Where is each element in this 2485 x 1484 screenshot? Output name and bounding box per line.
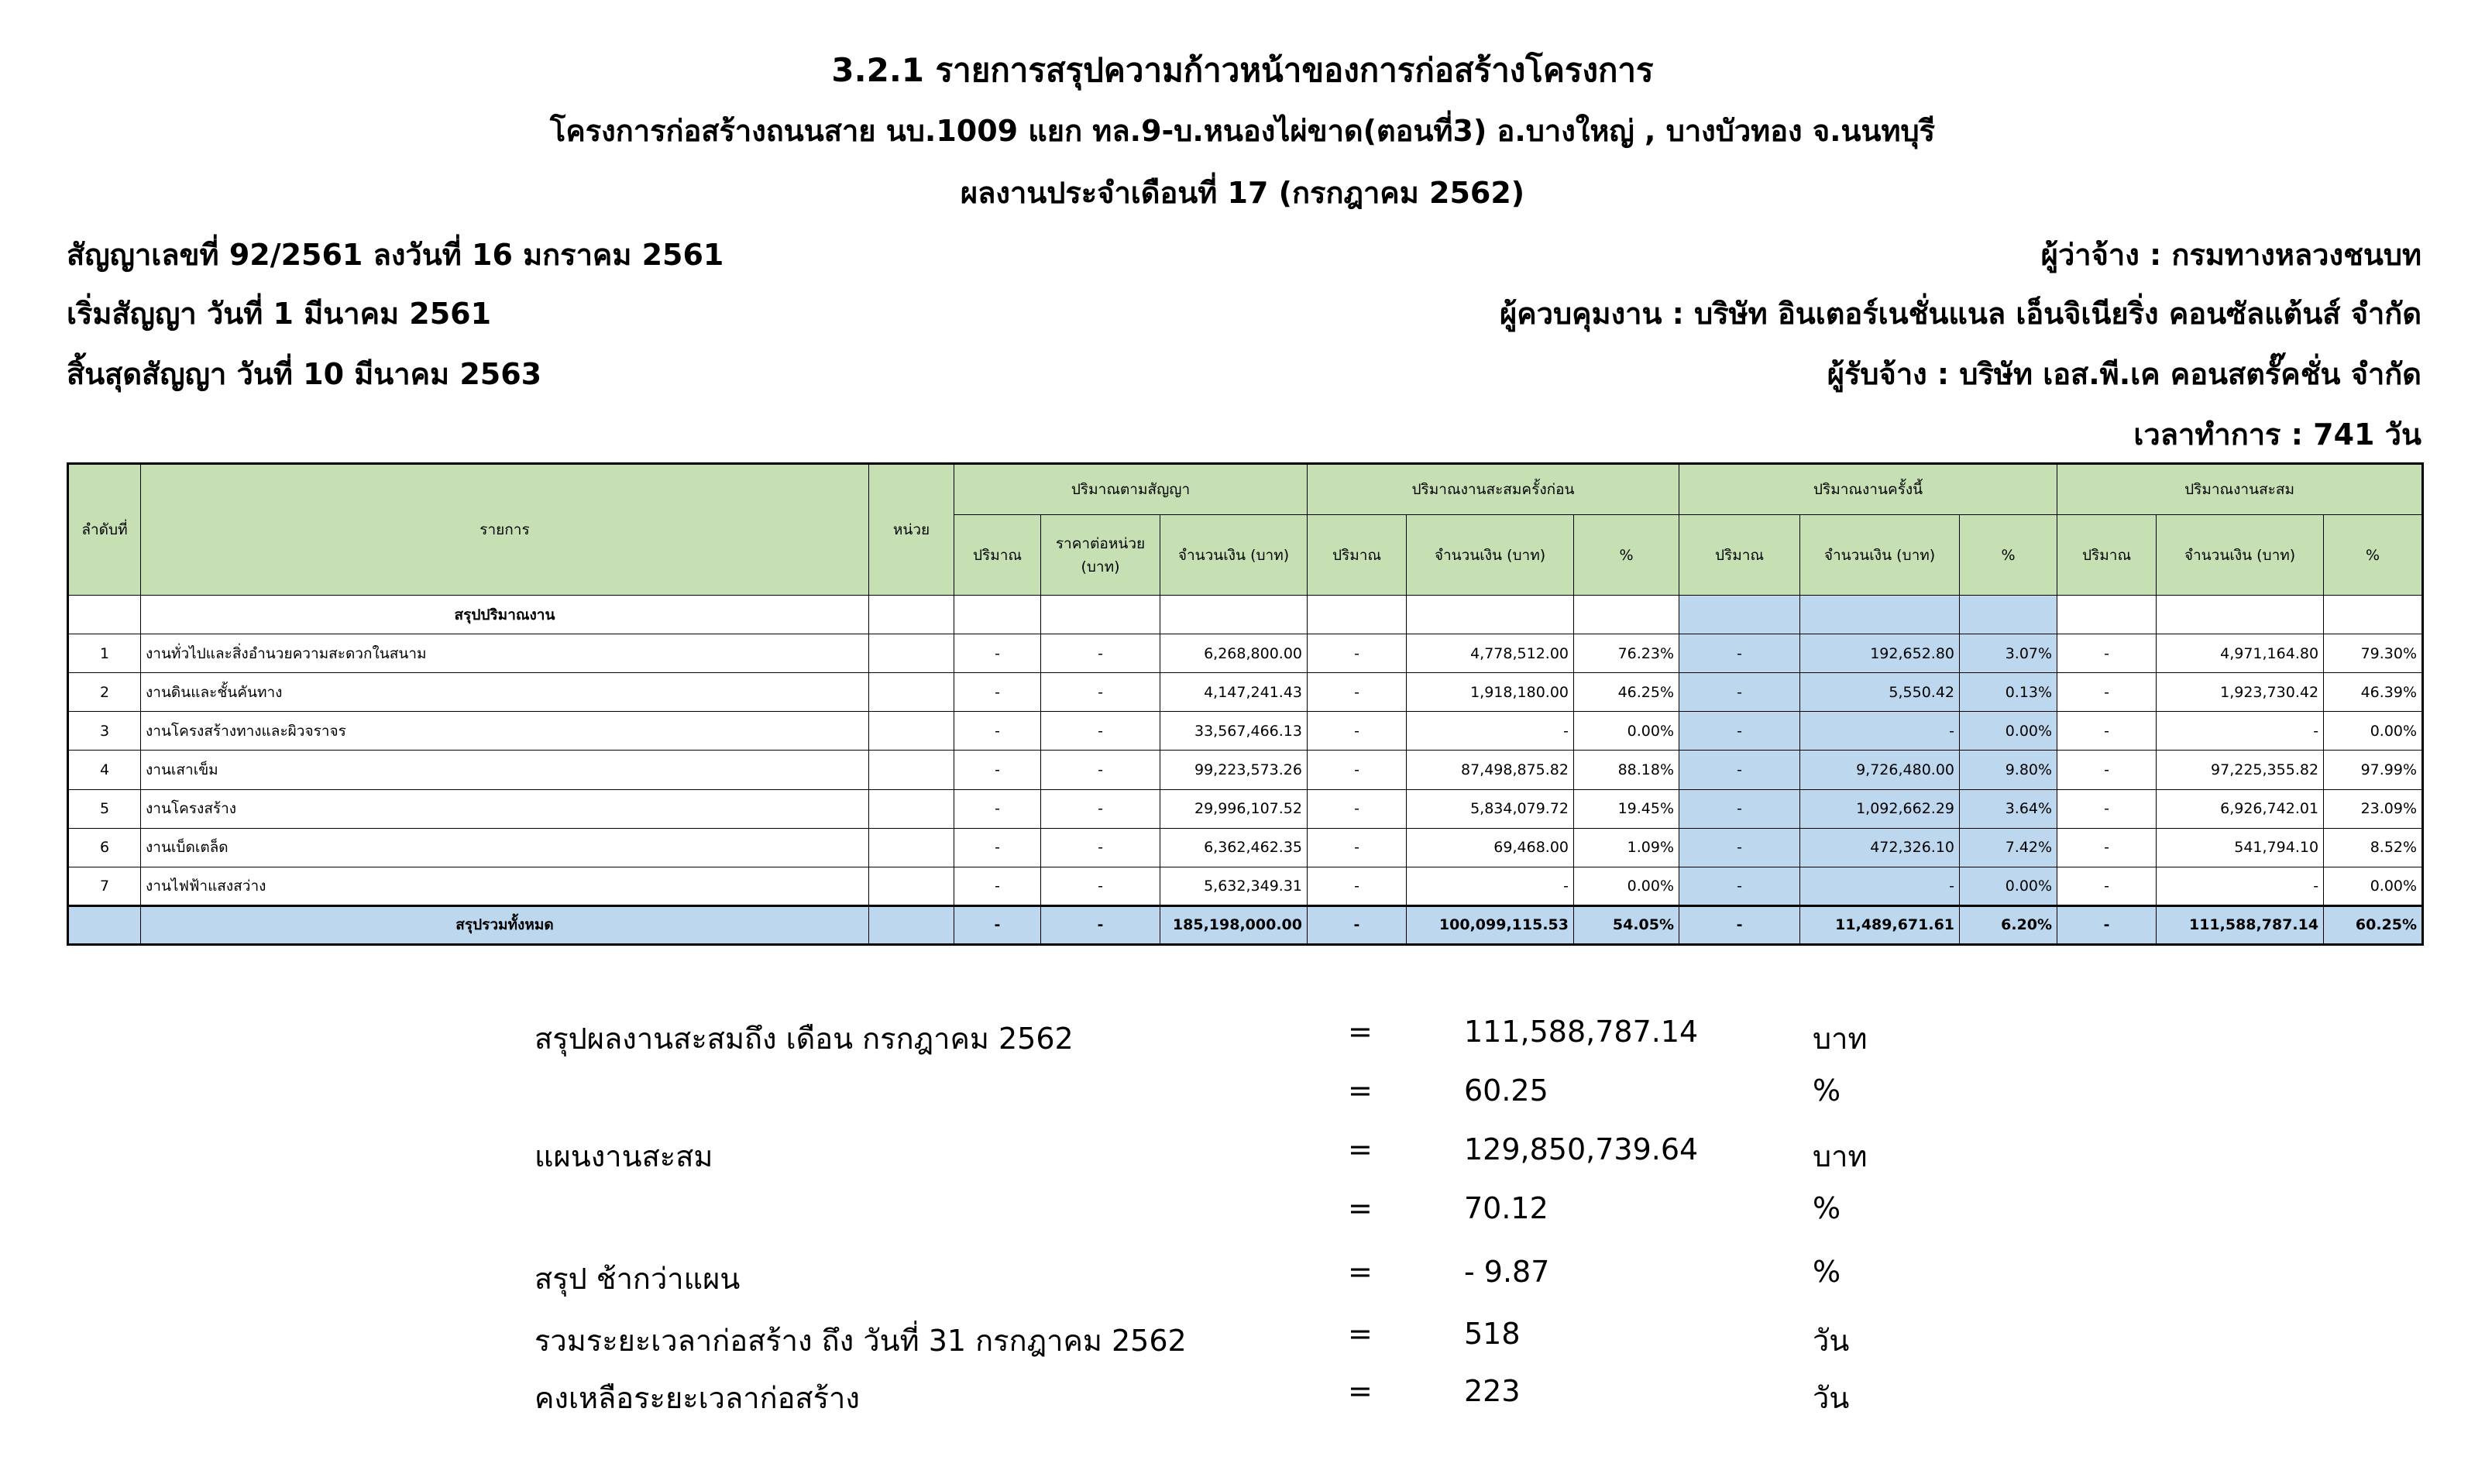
cell-a-amt: 97,225,355.82 <box>2157 751 2324 789</box>
cell-a-pct: 79.30% <box>2324 634 2423 673</box>
report-month: ผลงานประจำเดือนที่ 17 (กรกฎาคม 2562) <box>960 176 1525 210</box>
contractor: ผู้รับจ้าง : บริษัท เอส.พี.เค คอนสตรั๊คชั่น จำกัด <box>1827 357 2421 391</box>
contract-end: สิ้นสุดสัญญา วันที่ 10 มีนาคม 2563 <box>67 357 542 391</box>
row-no: 3 <box>68 712 141 751</box>
header-pct: % <box>1574 515 1679 596</box>
cell-n-amt: 192,652.80 <box>1800 634 1960 673</box>
summary-unit: บาท <box>1813 1139 1868 1173</box>
summary-row <box>534 1191 2006 1250</box>
header-item: รายการ <box>141 464 869 596</box>
cell-n-amt: 9,726,480.00 <box>1800 751 1960 789</box>
cell-a-pct: 8.52% <box>2324 828 2423 867</box>
cell-n-pct: 0.13% <box>1960 673 2057 712</box>
cell-p-qty: - <box>1308 789 1407 828</box>
cell-n-pct: 7.42% <box>1960 828 2057 867</box>
total-n-amt: 11,489,671.61 <box>1800 905 1960 944</box>
total-p-pct: 54.05% <box>1574 905 1679 944</box>
table-row <box>68 712 2423 751</box>
total-n-pct: 6.20% <box>1960 905 2057 944</box>
cell-c-qty: - <box>954 634 1041 673</box>
row-unit <box>869 867 954 905</box>
cell-p-pct: 0.00% <box>1574 712 1679 751</box>
cell-n-pct: 9.80% <box>1960 751 2057 789</box>
summary-unit: % <box>1813 1255 1841 1289</box>
cell-c-qty: - <box>954 828 1041 867</box>
cell-n-qty: - <box>1679 634 1800 673</box>
row-item: งานไฟฟ้าแสงสว่าง <box>141 867 869 905</box>
summary-label: รวมระยะเวลาก่อสร้าง ถึง วันที่ 31 กรกฎาคม 2562 <box>534 1324 1187 1358</box>
cell-a-qty: - <box>2057 867 2157 905</box>
cell-a-pct: 0.00% <box>2324 867 2423 905</box>
total-p-amt: 100,099,115.53 <box>1407 905 1574 944</box>
cell-a-amt: 541,794.10 <box>2157 828 2324 867</box>
summary-unit: % <box>1813 1191 1841 1225</box>
summary-equals: = <box>1348 1255 1373 1289</box>
summary-value: - 9.87 <box>1464 1255 1550 1289</box>
summary-equals: = <box>1348 1374 1373 1408</box>
row-item: งานโครงสร้าง <box>141 789 869 828</box>
employer: ผู้ว่าจ้าง : กรมทางหลวงชนบท <box>2040 238 2421 272</box>
cell-n-qty: - <box>1679 828 1800 867</box>
total-c-qty: - <box>954 905 1041 944</box>
header-amount: จำนวนเงิน (บาท) <box>1160 515 1308 596</box>
row-unit <box>869 634 954 673</box>
row-item: งานดินและชั้นคันทาง <box>141 673 869 712</box>
row-item: งานเบ็ดเตล็ด <box>141 828 869 867</box>
header-cumulative: ปริมาณงานสะสม <box>2057 464 2423 515</box>
cell-n-qty: - <box>1679 789 1800 828</box>
cell-c-amt: 29,996,107.52 <box>1160 789 1308 828</box>
supervisor: ผู้ควบคุมงาน : บริษัท อินเตอร์เนชั่นแนล เอ็นจิเนียริ่ง คอนซัลแต้นส์ จำกัด <box>1499 297 2421 331</box>
summary-row <box>534 1317 2006 1376</box>
work-duration: เวลาทำการ : 741 วัน <box>2133 417 2421 452</box>
summary-label: สรุปผลงานสะสมถึง เดือน กรกฎาคม 2562 <box>534 1022 1074 1056</box>
cell-p-pct: 46.25% <box>1574 673 1679 712</box>
cell-n-pct: 0.00% <box>1960 867 2057 905</box>
cell-p-qty: - <box>1308 751 1407 789</box>
total-a-pct: 60.25% <box>2324 905 2423 944</box>
cell-n-amt: - <box>1800 867 1960 905</box>
row-item: งานทั่วไปและสิ่งอำนวยความสะดวกในสนาม <box>141 634 869 673</box>
header-qty: ปริมาณ <box>1679 515 1800 596</box>
header-qty: ปริมาณ <box>2057 515 2157 596</box>
cell-c-amt: 6,268,800.00 <box>1160 634 1308 673</box>
cell-a-amt: 4,971,164.80 <box>2157 634 2324 673</box>
cell-p-pct: 88.18% <box>1574 751 1679 789</box>
header-previous: ปริมาณงานสะสมครั้งก่อน <box>1308 464 1679 515</box>
row-unit <box>869 828 954 867</box>
cell-c-price: - <box>1041 867 1160 905</box>
summary-value: 70.12 <box>1464 1191 1548 1225</box>
cell-p-qty: - <box>1308 634 1407 673</box>
section-label: สรุปปริมาณงาน <box>141 596 869 634</box>
cell-c-price: - <box>1041 673 1160 712</box>
cell-p-qty: - <box>1308 712 1407 751</box>
header-no: ลำดับที่ <box>68 464 141 596</box>
cell-p-amt: - <box>1407 867 1574 905</box>
summary-row <box>534 1374 2006 1433</box>
cell-p-qty: - <box>1308 867 1407 905</box>
cell-p-pct: 76.23% <box>1574 634 1679 673</box>
summary-equals: = <box>1348 1191 1373 1225</box>
summary-label: คงเหลือระยะเวลาก่อสร้าง <box>534 1381 860 1415</box>
cell-p-pct: 1.09% <box>1574 828 1679 867</box>
header-contract: ปริมาณตามสัญญา <box>954 464 1308 515</box>
row-no: 7 <box>68 867 141 905</box>
total-unit <box>869 905 954 944</box>
summary-unit: วัน <box>1813 1381 1850 1415</box>
cell-p-amt: - <box>1407 712 1574 751</box>
row-item: งานเสาเข็ม <box>141 751 869 789</box>
cell-p-amt: 1,918,180.00 <box>1407 673 1574 712</box>
cell-n-pct: 0.00% <box>1960 712 2057 751</box>
cell-a-qty: - <box>2057 751 2157 789</box>
cell-p-qty: - <box>1308 673 1407 712</box>
cell-c-amt: 4,147,241.43 <box>1160 673 1308 712</box>
cell-p-qty: - <box>1308 828 1407 867</box>
cell-c-price: - <box>1041 712 1160 751</box>
contract-start: เริ่มสัญญา วันที่ 1 มีนาคม 2561 <box>67 297 492 331</box>
header-amount: จำนวนเงิน (บาท) <box>1407 515 1574 596</box>
cell-n-amt: - <box>1800 712 1960 751</box>
cell-a-qty: - <box>2057 673 2157 712</box>
cell-a-amt: - <box>2157 867 2324 905</box>
total-a-qty: - <box>2057 905 2157 944</box>
summary-equals: = <box>1348 1015 1373 1049</box>
total-c-amt: 185,198,000.00 <box>1160 905 1308 944</box>
cell-c-price: - <box>1041 789 1160 828</box>
table-row <box>68 673 2423 712</box>
table-row <box>68 634 2423 673</box>
header-unit: หน่วย <box>869 464 954 596</box>
cell-n-amt: 5,550.42 <box>1800 673 1960 712</box>
cell-c-amt: 99,223,573.26 <box>1160 751 1308 789</box>
cell-c-qty: - <box>954 712 1041 751</box>
summary-equals: = <box>1348 1317 1373 1351</box>
cell-a-qty: - <box>2057 634 2157 673</box>
row-unit <box>869 751 954 789</box>
summary-value: 518 <box>1464 1317 1521 1351</box>
summary-value: 111,588,787.14 <box>1464 1015 1699 1049</box>
header-pct: % <box>1960 515 2057 596</box>
cell-a-pct: 23.09% <box>2324 789 2423 828</box>
summary-label: แผนงานสะสม <box>534 1139 713 1173</box>
total-no <box>68 905 141 944</box>
summary-equals: = <box>1348 1132 1373 1166</box>
table-row <box>68 789 2423 828</box>
total-label: สรุปรวมทั้งหมด <box>141 905 869 944</box>
report-title: 3.2.1 รายการสรุปความก้าวหน้าของการก่อสร้างโครงการ <box>831 51 1654 89</box>
cell-n-pct: 3.64% <box>1960 789 2057 828</box>
total-n-qty: - <box>1679 905 1800 944</box>
cell-a-amt: 1,923,730.42 <box>2157 673 2324 712</box>
summary-row <box>534 1255 2006 1314</box>
cell-n-amt: 472,326.10 <box>1800 828 1960 867</box>
table-row <box>68 867 2423 905</box>
cell-p-pct: 0.00% <box>1574 867 1679 905</box>
summary-row <box>534 1015 2006 1073</box>
summary-label: สรุป ช้ากว่าแผน <box>534 1262 741 1296</box>
row-unit <box>869 789 954 828</box>
summary-unit: วัน <box>1813 1324 1850 1358</box>
row-no: 6 <box>68 828 141 867</box>
row-no: 5 <box>68 789 141 828</box>
cell-c-price: - <box>1041 634 1160 673</box>
cell-n-amt: 1,092,662.29 <box>1800 789 1960 828</box>
cell-n-qty: - <box>1679 867 1800 905</box>
summary-unit: บาท <box>1813 1022 1868 1056</box>
cell-p-amt: 4,778,512.00 <box>1407 634 1574 673</box>
progress-table <box>67 462 2424 946</box>
summary-unit: % <box>1813 1073 1841 1108</box>
cell-a-pct: 46.39% <box>2324 673 2423 712</box>
cell-n-qty: - <box>1679 712 1800 751</box>
cell-c-amt: 5,632,349.31 <box>1160 867 1308 905</box>
row-unit <box>869 712 954 751</box>
cell-c-qty: - <box>954 867 1041 905</box>
summary-equals: = <box>1348 1073 1373 1108</box>
table-row <box>68 828 2423 867</box>
row-unit <box>869 673 954 712</box>
cell-p-amt: 87,498,875.82 <box>1407 751 1574 789</box>
cell-p-amt: 5,834,079.72 <box>1407 789 1574 828</box>
cell-a-amt: 6,926,742.01 <box>2157 789 2324 828</box>
summary-value: 60.25 <box>1464 1073 1548 1108</box>
cell-a-pct: 0.00% <box>2324 712 2423 751</box>
row-no: 2 <box>68 673 141 712</box>
summary-row <box>534 1073 2006 1132</box>
total-p-qty: - <box>1308 905 1407 944</box>
cell-c-price: - <box>1041 751 1160 789</box>
row-item: งานโครงสร้างทางและผิวจราจร <box>141 712 869 751</box>
cell-a-pct: 97.99% <box>2324 751 2423 789</box>
contract-number: สัญญาเลขที่ 92/2561 ลงวันที่ 16 มกราคม 2561 <box>67 238 724 272</box>
summary-row <box>534 1132 2006 1191</box>
cell-c-amt: 33,567,466.13 <box>1160 712 1308 751</box>
project-name: โครงการก่อสร้างถนนสาย นบ.1009 แยก ทล.9-บ.หนองไผ่ขาด(ตอนที่3) อ.บางใหญ่ , บางบัวทอง จ.นนทบุรี <box>549 114 1936 148</box>
section-row <box>68 596 2423 634</box>
cell-n-pct: 3.07% <box>1960 634 2057 673</box>
cell-c-qty: - <box>954 673 1041 712</box>
header-pct: % <box>2324 515 2423 596</box>
summary-value: 129,850,739.64 <box>1464 1132 1699 1166</box>
cell-p-pct: 19.45% <box>1574 789 1679 828</box>
cell-c-qty: - <box>954 751 1041 789</box>
cell-c-qty: - <box>954 789 1041 828</box>
total-row <box>68 905 2423 944</box>
cell-a-amt: - <box>2157 712 2324 751</box>
total-a-amt: 111,588,787.14 <box>2157 905 2324 944</box>
row-no: 4 <box>68 751 141 789</box>
cell-c-price: - <box>1041 828 1160 867</box>
header-current: ปริมาณงานครั้งนี้ <box>1679 464 2057 515</box>
table-row <box>68 751 2423 789</box>
header-unit-price: ราคาต่อหน่วย (บาท) <box>1041 515 1160 596</box>
cell-a-qty: - <box>2057 789 2157 828</box>
cell-a-qty: - <box>2057 828 2157 867</box>
cell-p-amt: 69,468.00 <box>1407 828 1574 867</box>
summary-value: 223 <box>1464 1374 1521 1408</box>
header-amount: จำนวนเงิน (บาท) <box>2157 515 2324 596</box>
cell-n-qty: - <box>1679 751 1800 789</box>
total-c-price: - <box>1041 905 1160 944</box>
header-qty: ปริมาณ <box>1308 515 1407 596</box>
header-amount: จำนวนเงิน (บาท) <box>1800 515 1960 596</box>
cell-a-qty: - <box>2057 712 2157 751</box>
cell-n-qty: - <box>1679 673 1800 712</box>
cell-c-amt: 6,362,462.35 <box>1160 828 1308 867</box>
header-qty: ปริมาณ <box>954 515 1041 596</box>
row-no: 1 <box>68 634 141 673</box>
